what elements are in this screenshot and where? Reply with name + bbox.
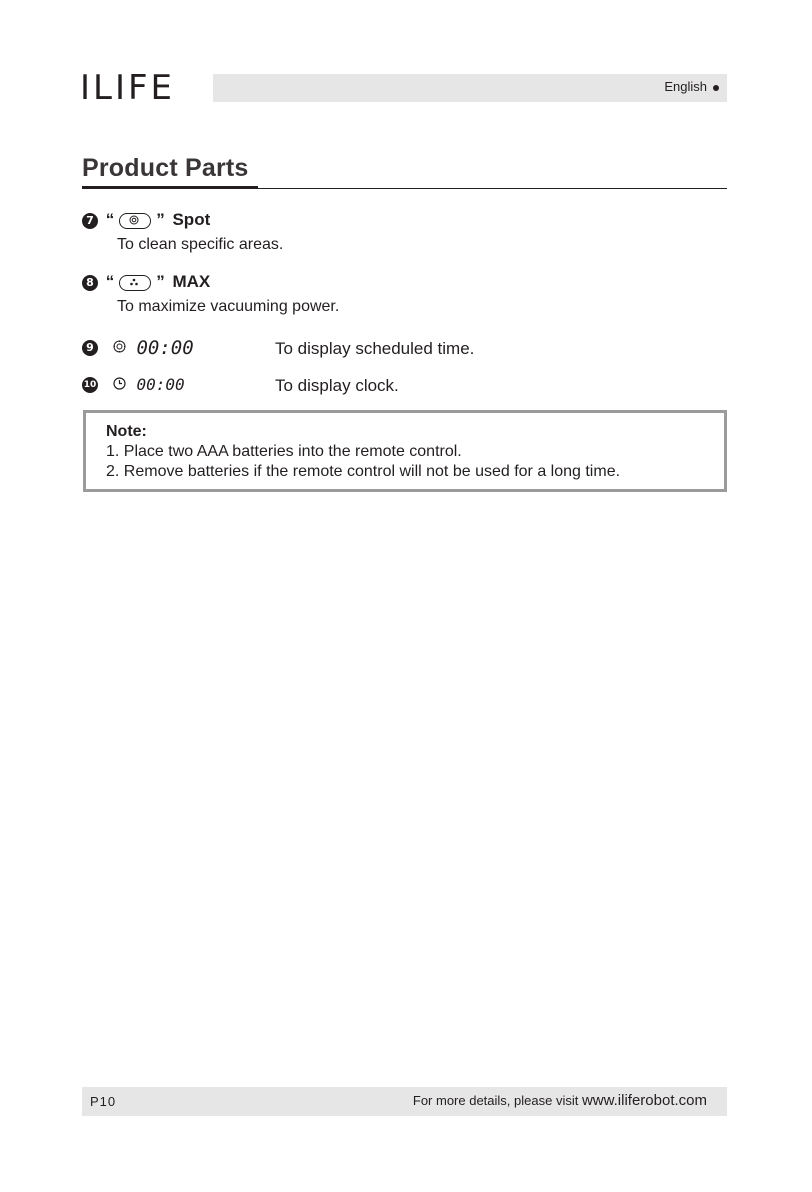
note-line: 2. Remove batteries if the remote control will not be used for a long time. bbox=[106, 463, 621, 480]
language-label bbox=[664, 79, 719, 94]
bullet-icon bbox=[713, 85, 719, 91]
item-name: MAX bbox=[172, 272, 211, 291]
item-description: To clean specific areas. bbox=[117, 236, 284, 253]
footer-text bbox=[413, 1092, 707, 1109]
footer-bar bbox=[82, 1087, 727, 1116]
close-quote: ” bbox=[156, 272, 165, 291]
list-item-max bbox=[82, 272, 339, 316]
list-item-clock-display bbox=[82, 374, 399, 395]
item-name: Spot bbox=[172, 210, 211, 229]
item-heading bbox=[82, 210, 283, 230]
list-item-schedule-display bbox=[82, 337, 475, 359]
language-text: English bbox=[664, 79, 707, 94]
open-quote: “ bbox=[105, 210, 115, 229]
number-badge: 7 bbox=[82, 213, 98, 229]
note-box bbox=[83, 410, 727, 492]
website-link[interactable]: www.iliferobot.com bbox=[581, 1092, 707, 1109]
digital-time-display: 00:00 bbox=[136, 337, 194, 359]
title-underline bbox=[82, 186, 258, 188]
clock-icon bbox=[113, 375, 126, 395]
list-item-spot bbox=[82, 210, 283, 254]
display-description: To display clock. bbox=[275, 376, 399, 395]
footer-label: For more details, please visit bbox=[412, 1093, 579, 1108]
title-divider bbox=[82, 188, 727, 189]
number-badge: 8 bbox=[82, 275, 98, 291]
schedule-icon bbox=[113, 338, 126, 358]
digital-time-display: 00:00 bbox=[136, 375, 185, 395]
page-number: P10 bbox=[90, 1094, 117, 1109]
item-heading bbox=[82, 272, 339, 292]
display-description: To display scheduled time. bbox=[275, 339, 475, 358]
page-title: Product Parts bbox=[82, 154, 249, 182]
number-badge: 10 bbox=[82, 377, 98, 393]
max-icon bbox=[119, 275, 151, 291]
number-badge: 9 bbox=[82, 340, 98, 356]
note-title: Note: bbox=[106, 423, 147, 440]
item-description: To maximize vacuuming power. bbox=[117, 298, 340, 315]
close-quote: ” bbox=[156, 210, 165, 229]
note-line: 1. Place two AAA batteries into the remote control. bbox=[106, 443, 462, 460]
header-bar bbox=[213, 74, 727, 102]
brand-logo: ILIFE bbox=[80, 68, 176, 108]
spot-icon bbox=[119, 213, 151, 229]
open-quote: “ bbox=[105, 272, 115, 291]
